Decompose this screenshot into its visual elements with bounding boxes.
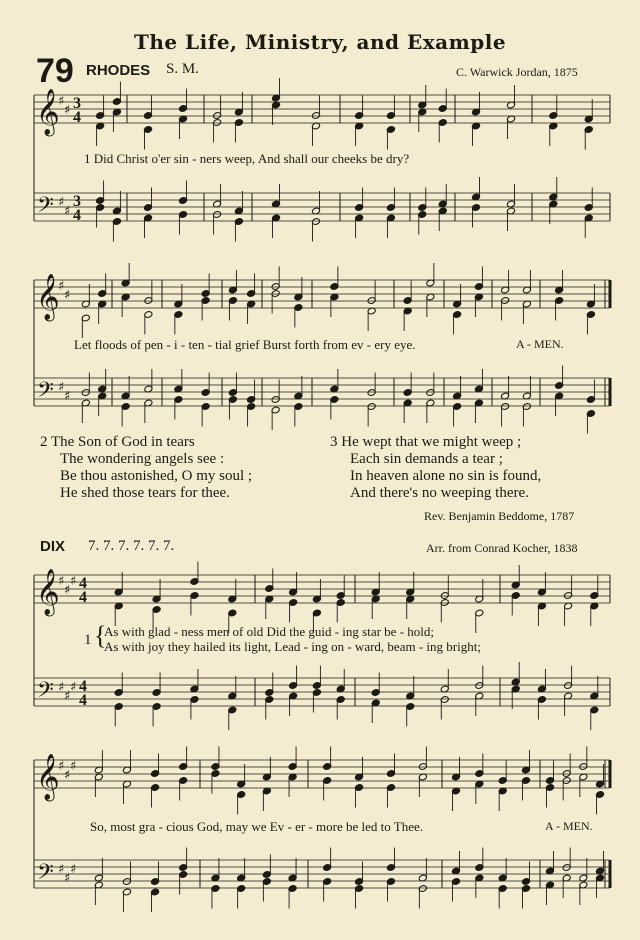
stanza-number: 1: [84, 632, 92, 648]
sharp-sign: ♯: [58, 680, 65, 695]
bass-clef: 𝄢: [37, 860, 54, 890]
verse-2: [40, 434, 252, 502]
sharp-sign: ♯: [58, 94, 65, 109]
verse-3-line: Each sin demands a tear ;: [350, 451, 503, 467]
sharp-sign: ♯: [70, 759, 77, 774]
time-signature: 4: [73, 207, 81, 224]
verse-3-line: In heaven alone no sin is found,: [350, 468, 542, 484]
composer-credit: C. Warwick Jordan, 1875: [456, 65, 578, 79]
page-title: The Life, Ministry, and Example: [133, 30, 507, 54]
lyric-line-2: Let floods of pen - i - ten - tial grief Burst forth from ev - ery eye.: [74, 337, 416, 352]
sharp-sign: ♯: [58, 195, 65, 210]
arranger-credit: Arr. from Conrad Kocher, 1838: [426, 541, 578, 555]
tune-name-dix: DIX: [40, 538, 66, 555]
author-credit: Rev. Benjamin Beddome, 1787: [424, 509, 575, 523]
sharp-sign: ♯: [58, 759, 65, 774]
sharp-sign: ♯: [58, 380, 65, 395]
time-signature: 4: [73, 109, 81, 126]
lyric-dix-b: As with joy they hailed its light, Lead - ing on - ward, beam - ing bright;: [104, 639, 481, 654]
sharp-sign: ♯: [64, 288, 71, 303]
verse-2-line: The wondering angels see :: [60, 451, 225, 467]
amen-rhodes: A - MEN.: [516, 337, 564, 351]
brace: {: [94, 621, 107, 650]
sharp-sign: ♯: [64, 389, 71, 404]
sharp-sign: ♯: [58, 574, 65, 589]
hymn-number: 79: [36, 52, 74, 90]
sharp-sign: ♯: [64, 871, 71, 886]
verse-3-line: 3 He wept that we might weep ;: [330, 434, 522, 450]
sharp-sign: ♯: [64, 689, 71, 704]
verse-3-line: And there's no weeping there.: [350, 485, 529, 501]
meter-dix: 7. 7. 7. 7. 7. 7.: [88, 538, 175, 554]
sharp-sign: ♯: [58, 279, 65, 294]
tune-name-rhodes: RHODES: [86, 62, 151, 79]
time-signature: 3: [73, 193, 81, 210]
bass-clef: 𝄢: [37, 378, 54, 408]
sharp-sign: ♯: [64, 103, 71, 118]
time-signature: 4: [79, 678, 87, 695]
treble-clef: 𝄞: [36, 569, 60, 615]
treble-clef: 𝄞: [36, 754, 60, 800]
sharp-sign: ♯: [64, 204, 71, 219]
amen-dix: A - MEN.: [545, 819, 593, 833]
treble-clef: 𝄞: [36, 89, 60, 135]
lyric-dix-a: As with glad - ness men of old Did the guid - ing star be - hold;: [104, 624, 435, 639]
lyric-line-1: 1 Did Christ o'er sin - ners weep, And shall our cheeks be dry?: [84, 151, 410, 166]
sharp-sign: ♯: [58, 862, 65, 877]
bass-clef: 𝄢: [37, 678, 54, 708]
time-signature: 4: [79, 692, 87, 709]
sharp-sign: ♯: [64, 583, 71, 598]
time-signature: 3: [73, 95, 81, 112]
time-signature: 4: [79, 575, 87, 592]
verse-3: [330, 434, 541, 502]
sharp-sign: ♯: [64, 768, 71, 783]
sharp-sign: ♯: [70, 862, 77, 877]
sharp-sign: ♯: [70, 574, 77, 589]
verse-2-line: He shed those tears for thee.: [60, 485, 230, 501]
verse-2-line: Be thou astonished, O my soul ;: [60, 468, 253, 484]
meter-rhodes: S. M.: [166, 61, 199, 77]
sharp-sign: ♯: [70, 680, 77, 695]
lyric-dix-line-3: So, most gra - cious God, may we Ev - er - more be led to Thee.: [90, 819, 423, 834]
treble-clef: 𝄞: [36, 274, 60, 320]
bass-clef: 𝄢: [37, 193, 54, 223]
time-signature: 4: [79, 589, 87, 606]
verse-2-line: 2 The Son of God in tears: [40, 434, 195, 450]
